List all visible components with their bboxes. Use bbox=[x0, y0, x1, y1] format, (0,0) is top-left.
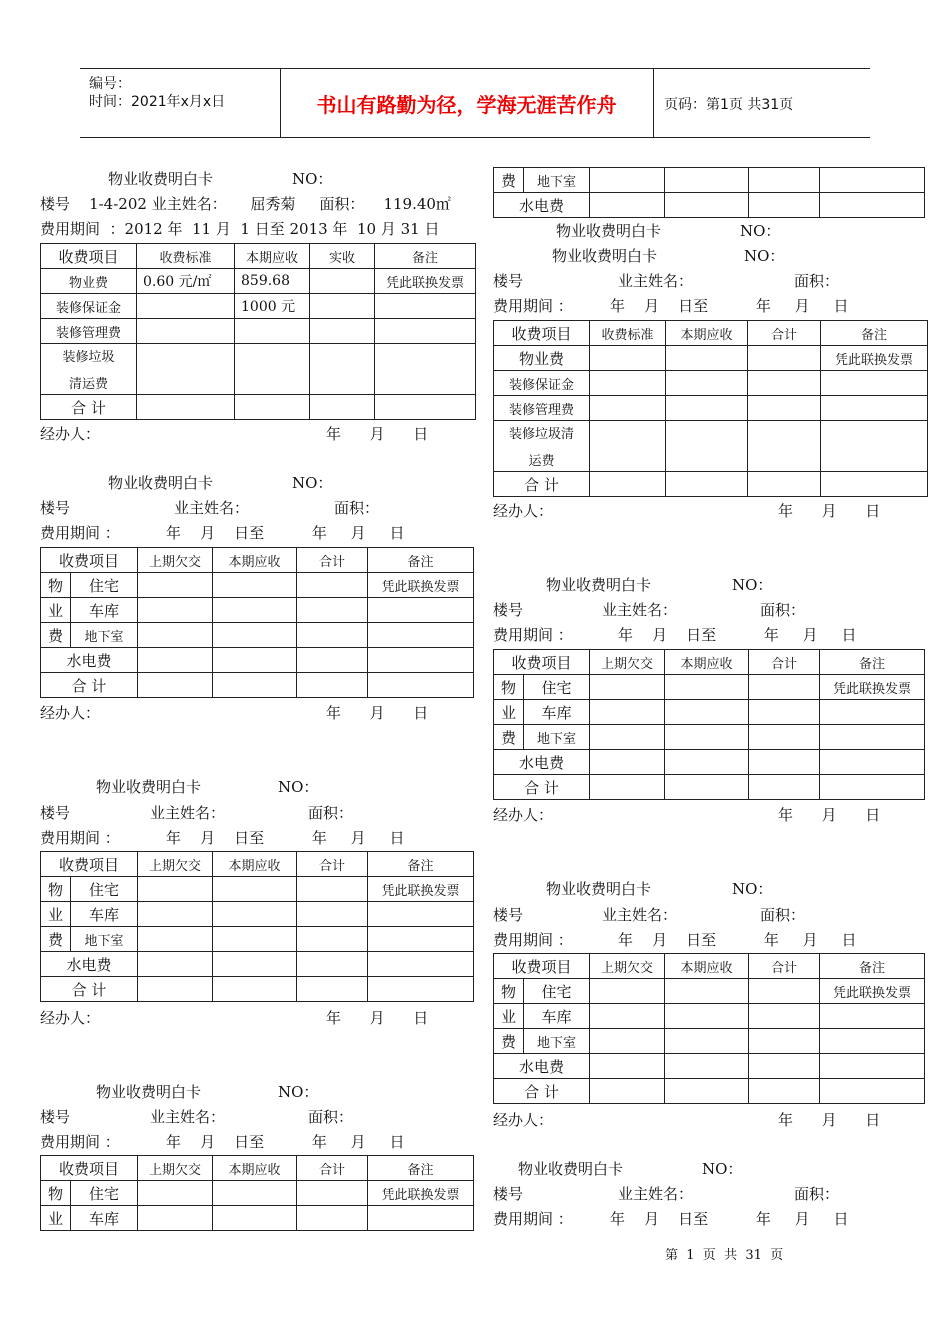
owner-label: 业主姓名： bbox=[618, 1185, 694, 1203]
fee-table: 收费项目 上期欠交 本期应收 合计 备注 物 住宅 凭此联换发票 业 车库 bbox=[40, 1155, 474, 1231]
time-label: 时间：2021年x月x日 bbox=[89, 94, 226, 110]
row-label: 装修管理费 bbox=[41, 319, 137, 344]
col-item: 收费项目 bbox=[494, 321, 590, 346]
area-label: 面积： bbox=[334, 499, 380, 517]
col-item: 收费项目 bbox=[41, 852, 138, 877]
row-total: 合 计 bbox=[41, 395, 137, 420]
period-label: 费用期间 ： bbox=[493, 1210, 573, 1228]
period-label: 费用期间 ： bbox=[40, 524, 120, 542]
col-prev: 上期欠交 bbox=[590, 954, 665, 979]
row-label: 物业费 bbox=[494, 346, 590, 371]
owner-label: 业主姓名： bbox=[602, 906, 678, 924]
cell-value: 859.68 bbox=[235, 269, 310, 294]
handler-label: 经办人： bbox=[493, 1111, 554, 1129]
date-blank: 年 月 日 bbox=[326, 704, 429, 722]
col-sum: 合计 bbox=[297, 1156, 368, 1181]
period-blank: 年 月 日至 年 月 日 bbox=[618, 931, 857, 949]
building-label: 楼号 bbox=[493, 906, 524, 924]
handler-label: 经办人： bbox=[40, 704, 101, 722]
row-label: 水电费 bbox=[41, 952, 138, 977]
col-note: 备注 bbox=[375, 244, 476, 269]
owner-label: 业主姓名： bbox=[150, 1108, 226, 1126]
col-item: 收费项目 bbox=[41, 1156, 138, 1181]
card-no: NO： bbox=[732, 880, 773, 898]
col-std: 收费标准 bbox=[590, 321, 666, 346]
date-blank: 年 月 日 bbox=[778, 806, 881, 824]
period-line: 费用期间 ：2012 年 11 月 1 日至 2013 年 10 月 31 日 bbox=[40, 220, 440, 238]
col-current: 本期应收 bbox=[665, 954, 749, 979]
card-title: 物业收费明白卡 bbox=[556, 222, 662, 240]
card-title: 物业收费明白卡 bbox=[96, 1083, 202, 1101]
period-label: 费用期间 ： bbox=[40, 829, 120, 847]
col-item: 收费项目 bbox=[494, 650, 590, 675]
card-title: 物业收费明白卡 bbox=[518, 1160, 624, 1178]
col-item: 收费项目 bbox=[41, 548, 138, 573]
row-label: 装修管理费 bbox=[494, 396, 590, 421]
card-title: 物业收费明白卡 bbox=[552, 247, 658, 265]
card-no: NO： bbox=[740, 222, 781, 240]
date-blank: 年 月 日 bbox=[326, 1009, 429, 1027]
col-note: 备注 bbox=[368, 1156, 474, 1181]
card-title: 物业收费明白卡 bbox=[108, 170, 214, 188]
col-sum: 合计 bbox=[748, 321, 821, 346]
area-label: 面积： bbox=[794, 272, 840, 290]
building-label: 楼号 bbox=[40, 499, 71, 517]
fee-table: 收费项目 上期欠交 本期应收 合计 备注 物 住宅 凭此联换发票 业 车库 费 地下室 水电费 合 计 bbox=[493, 953, 925, 1104]
invoice-note: 凭此联换发票 bbox=[375, 269, 476, 294]
col-sum: 合计 bbox=[749, 954, 820, 979]
owner-label: 业主姓名： bbox=[150, 804, 226, 822]
handler-label: 经办人： bbox=[493, 806, 554, 824]
col-note: 备注 bbox=[368, 852, 474, 877]
row-label: 水电费 bbox=[494, 193, 590, 218]
invoice-note: 凭此联换发票 bbox=[368, 1181, 474, 1206]
invoice-note: 凭此联换发票 bbox=[368, 573, 474, 598]
page-indicator: 页码：第1页 共31页 bbox=[664, 97, 794, 113]
building-label: 楼号 bbox=[40, 804, 71, 822]
card-no: NO： bbox=[732, 576, 773, 594]
col-item: 收费项目 bbox=[41, 244, 137, 269]
period-blank: 年 月 日至 年 月 日 bbox=[166, 1133, 405, 1151]
handler-label: 经办人： bbox=[40, 1009, 101, 1027]
col-sum: 合计 bbox=[297, 548, 368, 573]
row-total: 合 计 bbox=[494, 472, 590, 497]
handler-label: 经办人： bbox=[40, 425, 101, 443]
cell-value: 0.60 元/㎡ bbox=[137, 269, 235, 294]
card-no: NO： bbox=[278, 778, 319, 796]
row-total: 合 计 bbox=[494, 1079, 590, 1104]
period-blank: 年 月 日至 年 月 日 bbox=[166, 829, 405, 847]
period-blank: 年 月 日至 年 月 日 bbox=[610, 297, 849, 315]
col-item: 收费项目 bbox=[494, 954, 590, 979]
col-note: 备注 bbox=[368, 548, 474, 573]
owner-label: 业主姓名： bbox=[618, 272, 694, 290]
invoice-note: 凭此联换发票 bbox=[368, 877, 474, 902]
card-title: 物业收费明白卡 bbox=[546, 576, 652, 594]
row-label: 水电费 bbox=[494, 1054, 590, 1079]
page-footer: 第 1 页 共 31 页 bbox=[665, 1248, 784, 1263]
building-label: 楼号 bbox=[493, 601, 524, 619]
row-label: 水电费 bbox=[41, 648, 138, 673]
col-prev: 上期欠交 bbox=[590, 650, 665, 675]
fee-table: 收费项目 上期欠交 本期应收 合计 备注 物 住宅 凭此联换发票 业 车库 费 地下室 水电费 合 计 bbox=[493, 649, 925, 800]
period-label: 费用期间 ： bbox=[493, 931, 573, 949]
card-no: NO： bbox=[702, 1160, 743, 1178]
period-label: 费用期间 ： bbox=[493, 297, 573, 315]
row-label: 装修保证金 bbox=[41, 294, 137, 319]
card-title: 物业收费明白卡 bbox=[546, 880, 652, 898]
period-blank: 年 月 日至 年 月 日 bbox=[618, 626, 857, 644]
col-current: 本期应收 bbox=[213, 1156, 297, 1181]
card-no: NO： bbox=[744, 247, 785, 265]
col-prev: 上期欠交 bbox=[138, 1156, 213, 1181]
card-title: 物业收费明白卡 bbox=[108, 474, 214, 492]
card-no: NO： bbox=[278, 1083, 319, 1101]
col-current: 本期应收 bbox=[235, 244, 310, 269]
row-total: 合 计 bbox=[494, 775, 590, 800]
col-current: 本期应收 bbox=[665, 650, 749, 675]
period-blank: 年 月 日至 年 月 日 bbox=[166, 524, 405, 542]
invoice-note: 凭此联换发票 bbox=[821, 346, 928, 371]
date-blank: 年 月 日 bbox=[326, 425, 429, 443]
building-label: 楼号 bbox=[493, 1185, 524, 1203]
area-label: 面积： bbox=[760, 906, 806, 924]
period-blank: 年 月 日至 年 月 日 bbox=[610, 1210, 849, 1228]
col-sum: 合计 bbox=[297, 852, 368, 877]
period-label: 费用期间 ： bbox=[493, 626, 573, 644]
row-label: 装修保证金 bbox=[494, 371, 590, 396]
fee-table bbox=[493, 320, 928, 497]
area-label: 面积： bbox=[308, 804, 354, 822]
col-note: 备注 bbox=[820, 650, 925, 675]
col-sum: 合计 bbox=[749, 650, 820, 675]
row-total: 合 计 bbox=[41, 673, 138, 698]
building-label: 楼号 bbox=[40, 1108, 71, 1126]
building-label: 楼号 bbox=[493, 272, 524, 290]
fee-table-continued: 费 地下室 水电费 bbox=[493, 167, 925, 218]
fee-table: 收费项目 上期欠交 本期应收 合计 备注 物 住宅 凭此联换发票 业 车库 费 地下室 水电费 合 计 bbox=[40, 547, 474, 698]
date-blank: 年 月 日 bbox=[778, 502, 881, 520]
col-current: 本期应收 bbox=[666, 321, 748, 346]
row-label: 装修垃圾清 运费 bbox=[494, 421, 590, 472]
cell-value: 1000 元 bbox=[235, 294, 310, 319]
fee-table: 收费项目 上期欠交 本期应收 合计 备注 物 住宅 凭此联换发票 业 车库 费 地下室 水电费 合 计 bbox=[40, 851, 474, 1002]
card-title: 物业收费明白卡 bbox=[96, 778, 202, 796]
header-meta bbox=[80, 69, 281, 137]
col-std: 收费标准 bbox=[137, 244, 235, 269]
col-prev: 上期欠交 bbox=[138, 548, 213, 573]
col-note: 备注 bbox=[820, 954, 925, 979]
card-no: NO： bbox=[292, 474, 333, 492]
row-label: 物业费 bbox=[41, 269, 137, 294]
motto: 书山有路勤为径，学海无涯苦作舟 bbox=[280, 69, 654, 137]
row-label: 装修垃圾 清运费 bbox=[41, 344, 137, 395]
area-label: 面积： bbox=[760, 601, 806, 619]
card-no: NO： bbox=[292, 170, 333, 188]
col-prev: 上期欠交 bbox=[138, 852, 213, 877]
owner-label: 业主姓名： bbox=[174, 499, 250, 517]
col-note: 备注 bbox=[821, 321, 928, 346]
row-total: 合 计 bbox=[41, 977, 138, 1002]
page-header bbox=[80, 68, 870, 138]
period-label: 费用期间 ： bbox=[40, 1133, 120, 1151]
building-line: 楼号 1-4-202 业主姓名： 屈秀菊 面积： 119.40㎡ bbox=[40, 195, 451, 213]
date-blank: 年 月 日 bbox=[778, 1111, 881, 1129]
invoice-note: 凭此联换发票 bbox=[820, 979, 925, 1004]
row-label: 水电费 bbox=[494, 750, 590, 775]
area-label: 面积： bbox=[794, 1185, 840, 1203]
col-current: 本期应收 bbox=[213, 852, 297, 877]
fee-table bbox=[40, 243, 476, 420]
col-paid: 实收 bbox=[310, 244, 375, 269]
invoice-note: 凭此联换发票 bbox=[820, 675, 925, 700]
owner-label: 业主姓名： bbox=[602, 601, 678, 619]
col-current: 本期应收 bbox=[213, 548, 297, 573]
serial-label: 编号： bbox=[89, 76, 131, 92]
area-label: 面积： bbox=[308, 1108, 354, 1126]
handler-label: 经办人： bbox=[493, 502, 554, 520]
